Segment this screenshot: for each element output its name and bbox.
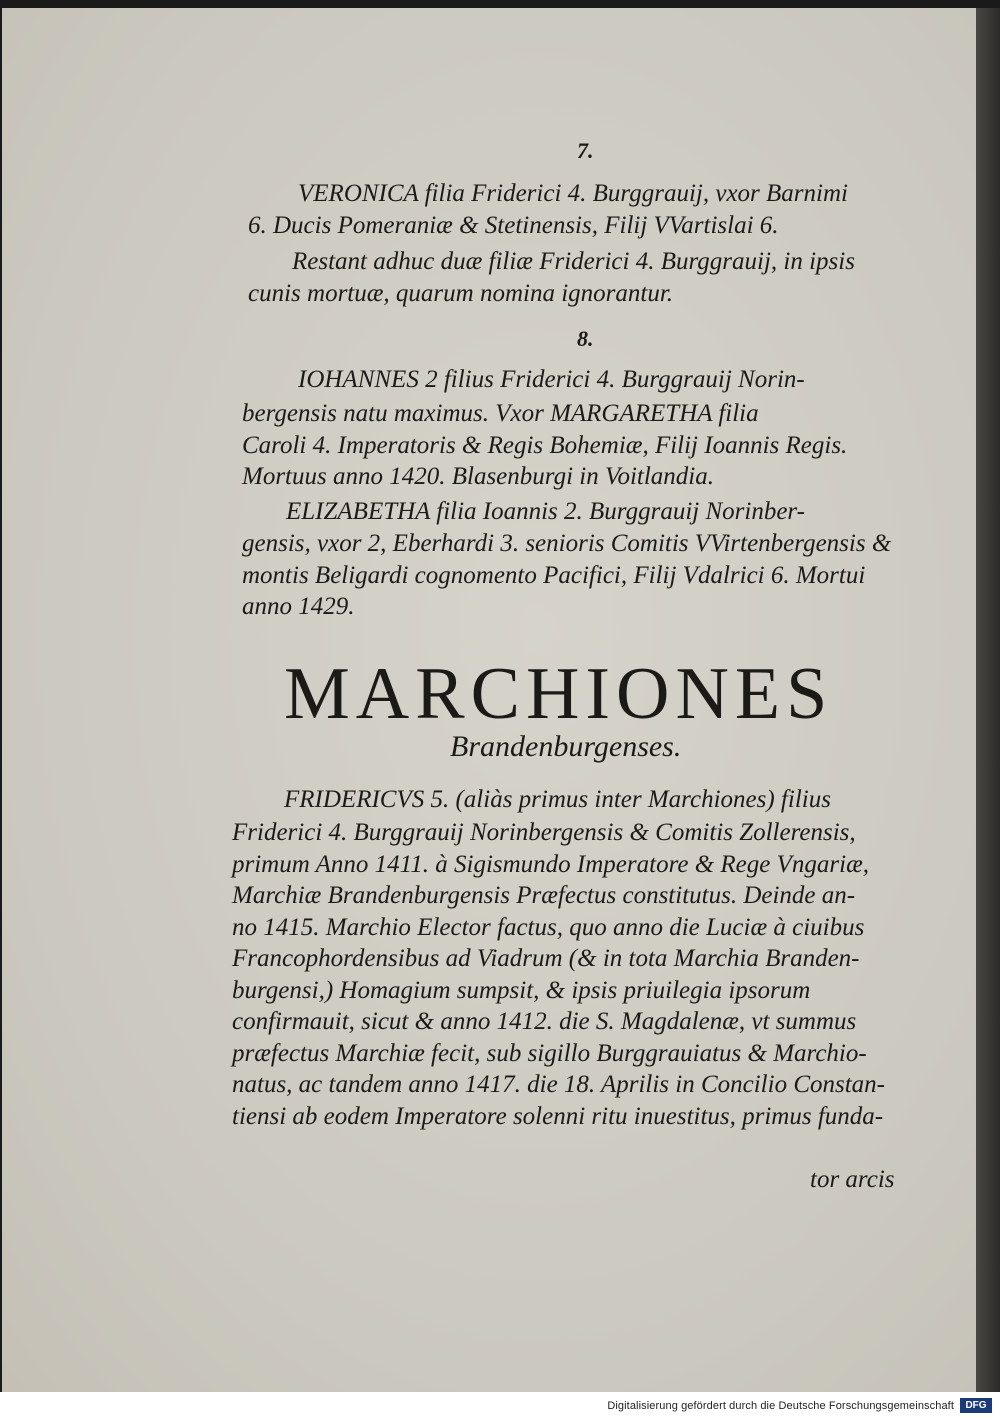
- paragraph-restant-cont: [248, 278, 673, 310]
- page-number: 7.: [577, 138, 594, 163]
- text-line: tiensi ab eodem Imperatore solenni ritu inuestitus, primus funda-: [232, 1102, 884, 1130]
- text-line: burgensi,) Homagium sumpsit, & ipsis priuilegia ipsorum: [232, 976, 811, 1004]
- paragraph-veronica: [298, 178, 848, 210]
- footer-bar: [0, 1392, 1000, 1420]
- text-line: Caroli 4. Imperatoris & Regis Bohemiæ, Filij Ioannis Regis.: [242, 431, 848, 459]
- section-title: MARCHIONES: [284, 653, 834, 735]
- text-line: anno 1429.: [242, 593, 355, 620]
- dfg-logo: DFG: [960, 1398, 992, 1413]
- paragraph-elizabetha-cont: [242, 528, 891, 623]
- paragraph-elizabetha: [286, 496, 805, 528]
- text-line: Friderici 4. Burggrauij Norinbergensis & Comitis Zollerensis,: [232, 819, 856, 846]
- text-line: Restant adhuc duæ filiæ Friderici 4. Burggrauij, in ipsis: [292, 248, 855, 275]
- text-line: IOHANNES 2 filius Friderici 4. Burggrauij Norin-: [298, 366, 805, 393]
- text-line: VERONICA filia Friderici 4. Burggrauij, vxor Barnimi: [298, 180, 848, 207]
- text-line: præfectus Marchiæ fecit, sub sigillo Burggrauiatus & Marchio-: [232, 1039, 867, 1067]
- text-line: bergensis natu maximus. Vxor MARGARETHA filia: [242, 400, 759, 427]
- paragraph-veronica-cont: [248, 210, 779, 242]
- text-line: primum Anno 1411. à Sigismundo Imperatore & Rege Vngariæ,: [232, 850, 869, 878]
- catchword: [810, 1164, 895, 1196]
- paragraph-fridericus-cont: [232, 817, 885, 1132]
- paragraph-iohannes-cont: [242, 398, 847, 493]
- paragraph-fridericus: [284, 784, 831, 816]
- text-line: natus, ac tandem anno 1417. die 18. Aprilis in Concilio Constan-: [232, 1071, 886, 1098]
- text-line: FRIDERICVS 5. (aliàs primus inter Marchiones) filius: [284, 786, 831, 813]
- book-page: [2, 8, 976, 1392]
- text-line: cunis mortuæ, quarum nomina ignorantur.: [248, 280, 674, 307]
- text-line: confirmauit, sicut & anno 1412. die S. Magdalenæ, vt summus: [232, 1008, 857, 1035]
- paragraph-restant: [292, 246, 855, 278]
- footer-credit: Digitalisierung gefördert durch die Deutsche Forschungsgemeinschaft: [607, 1400, 954, 1412]
- text-line: ELIZABETHA filia Ioannis 2. Burggrauij Norinber-: [286, 498, 805, 525]
- text-line: montis Beligardi cognomento Pacifici, Filij Vdalrici 6. Mortui: [242, 561, 866, 589]
- section-subtitle: Brandenburgenses.: [450, 730, 682, 763]
- text-line: tor arcis: [810, 1166, 895, 1193]
- section-number: 8.: [577, 326, 594, 351]
- text-line: 6. Ducis Pomeraniæ & Stetinensis, Filij VVartislai 6.: [248, 212, 779, 239]
- text-line: gensis, vxor 2, Eberhardi 3. senioris Comitis VVirtenbergensis &: [242, 530, 892, 557]
- text-line: no 1415. Marchio Elector factus, quo anno die Luciæ à ciuibus: [232, 913, 865, 941]
- text-line: Mortuus anno 1420. Blasenburgi in Voitlandia.: [242, 463, 714, 490]
- scan-frame-right: [976, 8, 1000, 1392]
- text-line: Francophordensibus ad Viadrum (& in tota Marchia Branden-: [232, 945, 860, 972]
- paragraph-iohannes: [298, 364, 805, 396]
- text-line: Marchiæ Brandenburgensis Præfectus constitutus. Deinde an-: [232, 882, 856, 909]
